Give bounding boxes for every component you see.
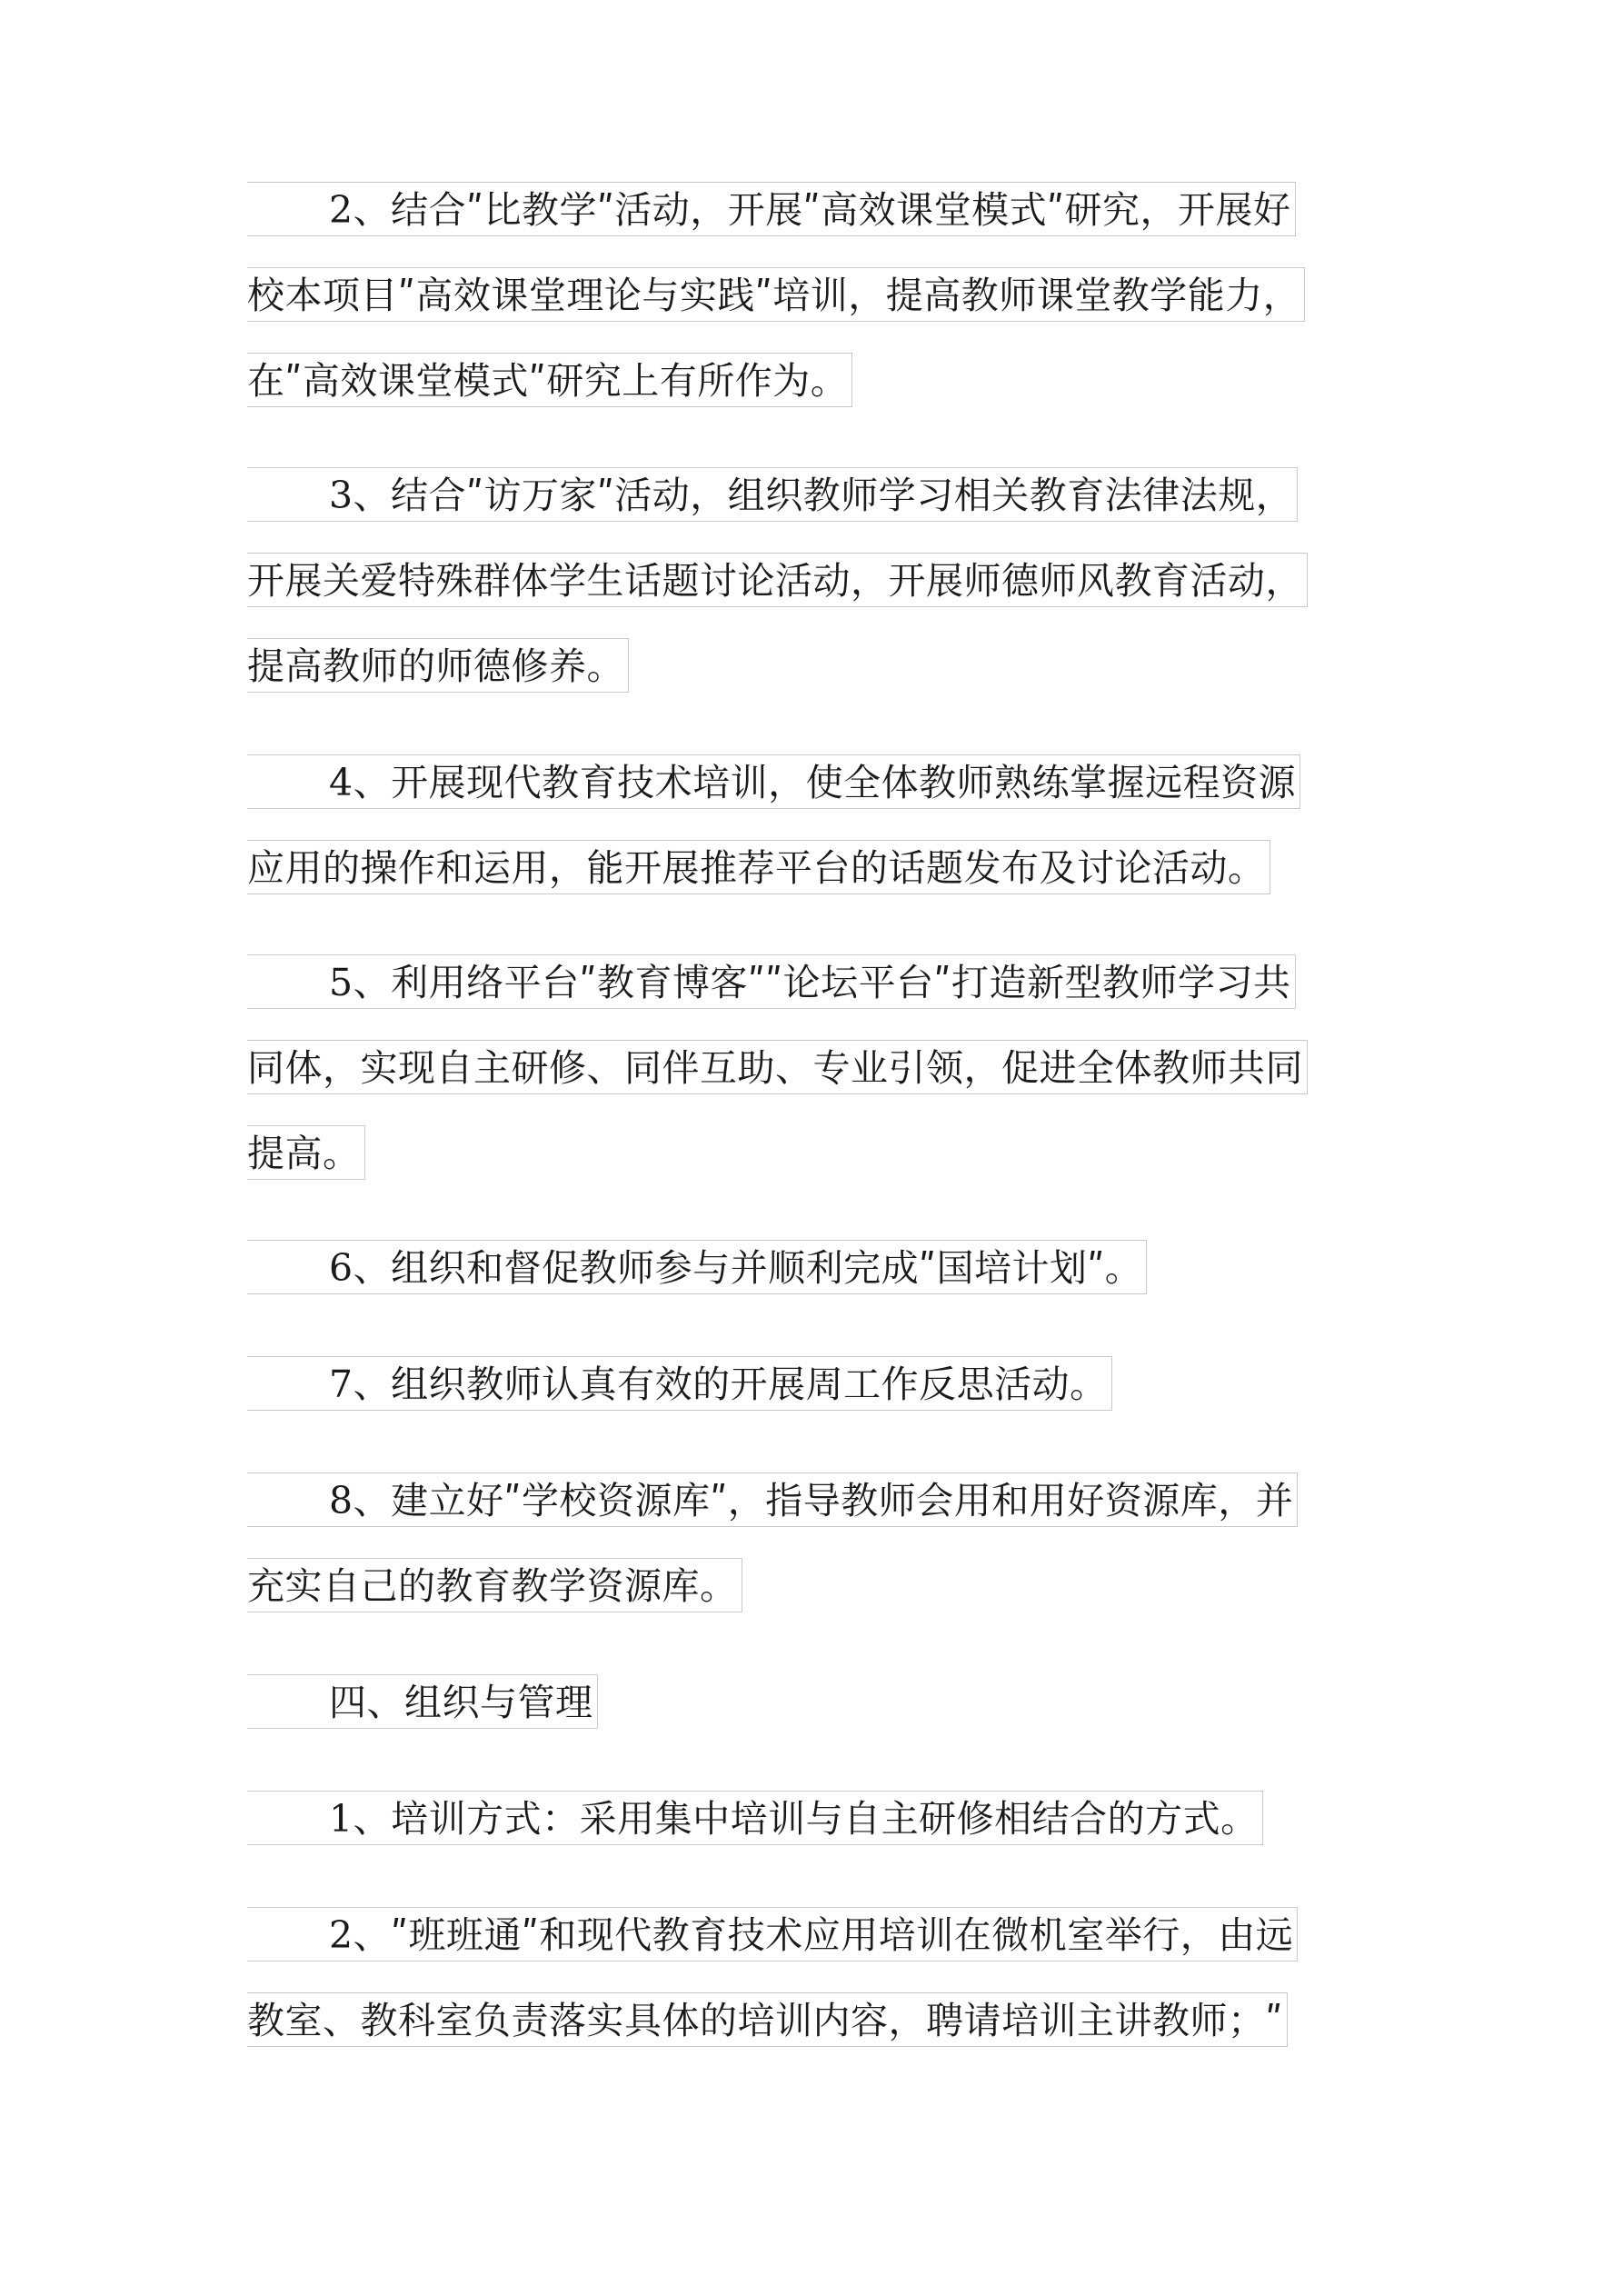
paragraph-line: 应用的操作和运用，能开展推荐平台的话题发布及讨论活动。 [247, 840, 1270, 894]
paragraph-line: 开展关爱特殊群体学生话题讨论活动，开展师德师风教育活动， [247, 553, 1308, 607]
paragraph-line: 6、组织和督促教师参与并顺利完成ʺ国培计划ʺ。 [247, 1240, 1147, 1294]
paragraph-line: 4、开展现代教育技术培训，使全体教师熟练掌握远程资源 [247, 754, 1300, 809]
paragraph-line: 2、ʺ班班通ʺ和现代教育技术应用培训在微机室举行，由远 [247, 1907, 1298, 1962]
paragraph-line: 8、建立好ʺ学校资源库ʺ，指导教师会用和用好资源库，并 [247, 1472, 1298, 1527]
paragraph-line: 1、培训方式：采用集中培训与自主研修相结合的方式。 [247, 1791, 1263, 1845]
paragraph-line: 校本项目ʺ高效课堂理论与实践ʺ培训，提高教师课堂教学能力， [247, 267, 1305, 322]
paragraph-line: 5、利用络平台ʺ教育博客ʺʺ论坛平台ʺ打造新型教师学习共 [247, 954, 1296, 1009]
paragraph-line: 教室、教科室负责落实具体的培训内容，聘请培训主讲教师；ʺ [247, 1992, 1288, 2047]
paragraph-line: 提高。 [247, 1125, 365, 1180]
paragraph-line: 同体，实现自主研修、同伴互助、专业引领，促进全体教师共同 [247, 1040, 1308, 1094]
paragraph-line: 3、结合ʺ访万家ʺ活动，组织教师学习相关教育法律法规， [247, 467, 1298, 522]
section-heading: 四、组织与管理 [247, 1674, 598, 1729]
paragraph-line: 提高教师的师德修养。 [247, 638, 629, 693]
paragraph-line: 7、组织教师认真有效的开展周工作反思活动。 [247, 1356, 1112, 1411]
paragraph-line: 2、结合ʺ比教学ʺ活动，开展ʺ高效课堂模式ʺ研究，开展好 [247, 182, 1296, 236]
paragraph-line: 充实自己的教育教学资源库。 [247, 1558, 742, 1612]
paragraph-line: 在ʺ高效课堂模式ʺ研究上有所作为。 [247, 353, 852, 407]
